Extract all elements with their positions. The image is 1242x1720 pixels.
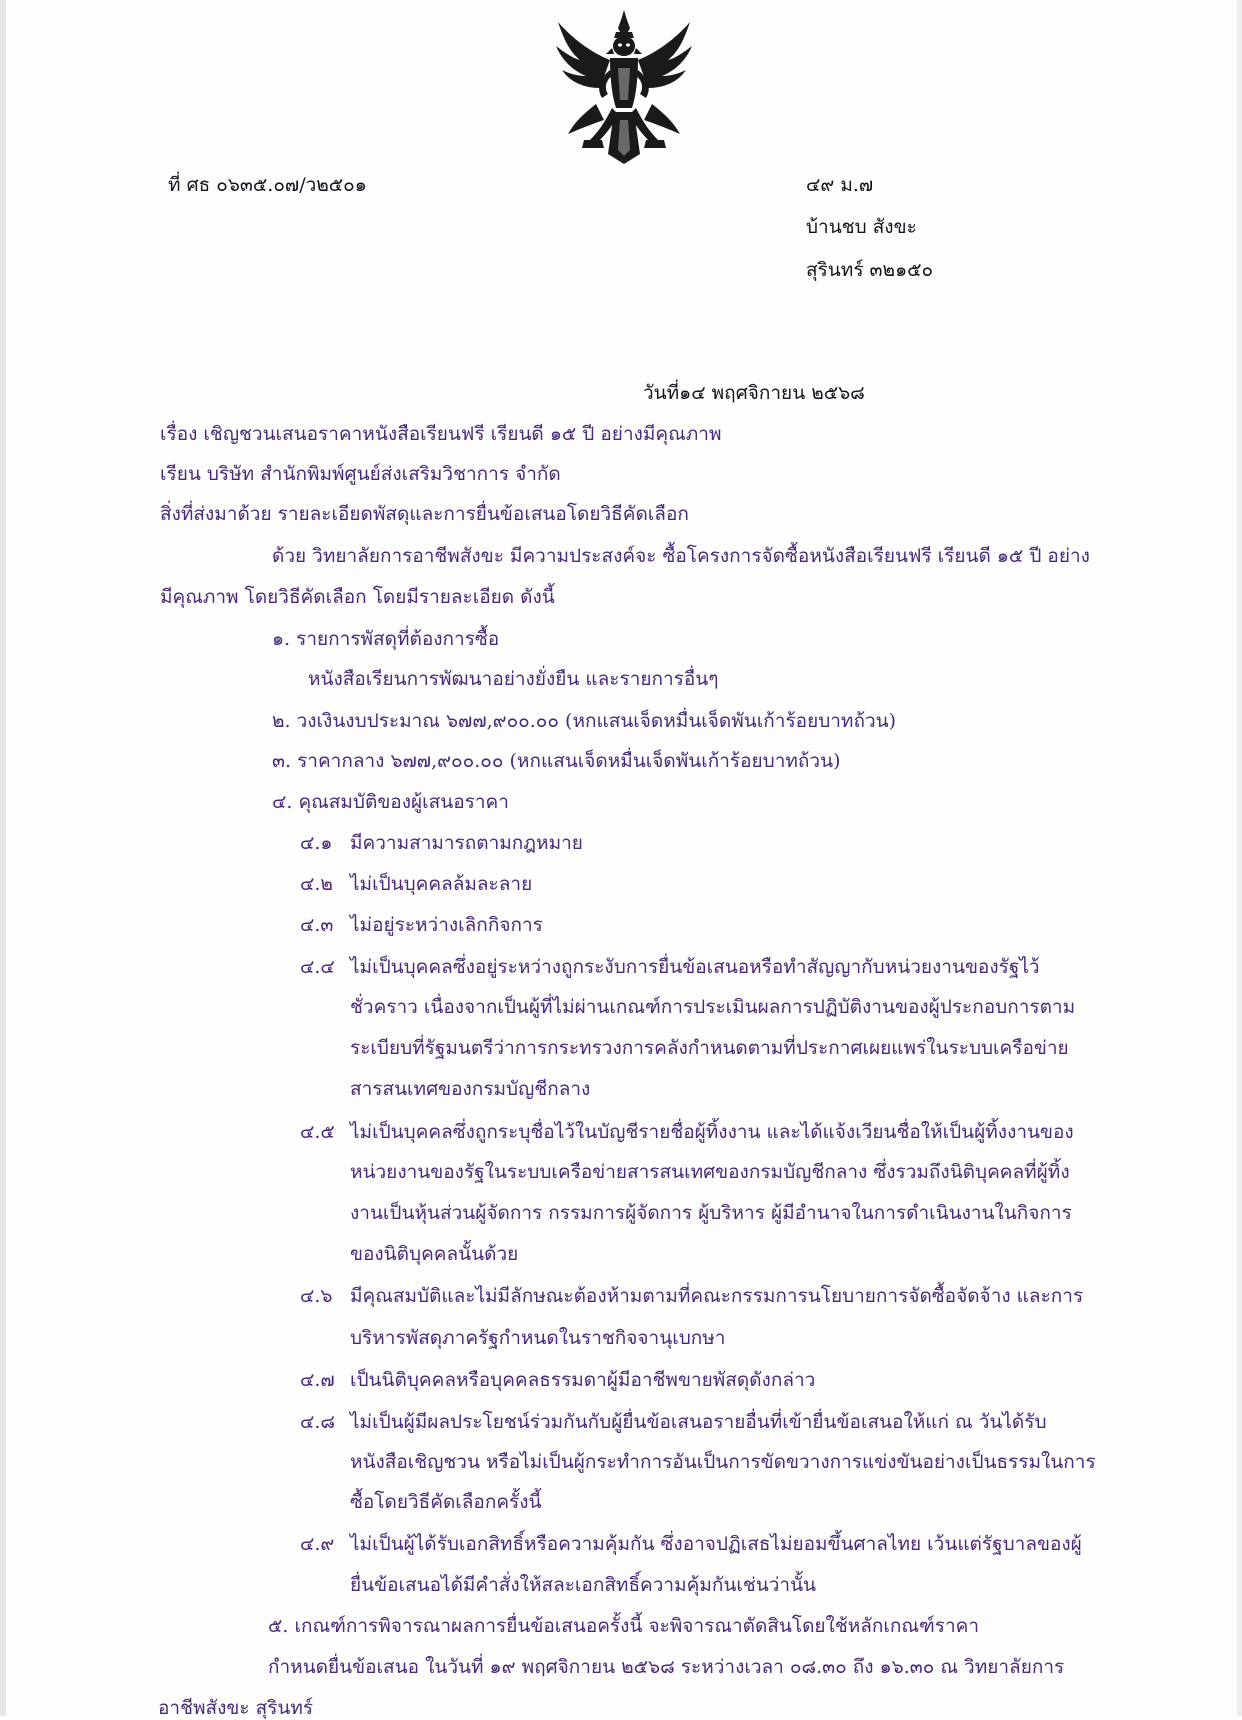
sender-address-line1: ๔๙ ม.๗ [806, 174, 874, 196]
item-1-heading: ๑. รายการพัสดุที่ต้องการซื้อ [272, 628, 500, 650]
scan-edge-right [1237, 0, 1242, 1716]
item-1-detail: หนังสือเรียนการพัฒนาอย่างยั่งยืน และรายการอื่นๆ [308, 668, 719, 690]
qualification-number: ๔.๗ [300, 1369, 335, 1391]
qualification-number: ๔.๔ [300, 956, 335, 978]
sender-address-line3: สุรินทร์ ๓๒๑๕๐ [806, 259, 934, 281]
qualification-text: ไม่เป็นบุคคลล้มละลาย [350, 873, 533, 895]
qualification-number: ๔.๙ [300, 1533, 335, 1555]
qualification-text: ไม่เป็นผู้ได้รับเอกสิทธิ์หรือความคุ้มกัน ซึ่งอาจปฏิเสธไม่ยอมขึ้นศาลไทย เว้นแต่รัฐบาลของผู้ [350, 1533, 1082, 1555]
qualification-4-1 [300, 831, 583, 855]
qualification-text-continued: ซื้อโดยวิธีคัดเลือกครั้งนี้ [350, 1491, 542, 1513]
qualification-4-2 [300, 872, 532, 896]
qualification-text: ไม่อยู่ระหว่างเลิกกิจการ [350, 914, 543, 936]
qualification-text: ไม่เป็นผู้มีผลประโยชน์ร่วมกันกับผู้ยื่นข้อเสนอรายอื่นที่เข้ายื่นข้อเสนอให้แก่ ณ วันได้รับ [350, 1411, 1047, 1433]
submission-deadline: กำหนดยื่นข้อเสนอ ในวันที่ ๑๙ พฤศจิกายน ๒๕๖๘ ระหว่างเวลา ๐๘.๓๐ ถึง ๑๖.๓๐ ณ วิทยาลัยการ [268, 1656, 1065, 1678]
scan-edge-left [0, 0, 6, 1716]
garuda-emblem-icon [550, 8, 698, 168]
qualification-4-8 [300, 1410, 1047, 1434]
qualification-text-continued: หน่วยงานของรัฐในระบบเครือข่ายสารสนเทศของกรมบัญชีกลาง ซึ่งรวมถึงนิติบุคคลที่ผู้ทิ้ง [350, 1161, 1070, 1183]
letter-enclosure: สิ่งที่ส่งมาด้วย รายละเอียดพัสดุและการยื่นข้อเสนอโดยวิธีคัดเลือก [160, 503, 689, 525]
qualification-text: ไม่เป็นบุคคลซึ่งถูกระบุชื่อไว้ในบัญชีรายชื่อผู้ทิ้งงาน และได้แจ้งเวียนชื่อให้เป็นผู้ทิ้งงานของ [350, 1121, 1074, 1143]
qualification-number: ๔.๕ [300, 1121, 335, 1143]
qualification-text-continued: ของนิติบุคคลนั้นด้วย [350, 1243, 519, 1265]
letter-recipient: เรียน บริษัท สำนักพิมพ์ศูนย์ส่งเสริมวิชาการ จำกัด [160, 463, 561, 485]
qualification-text: มีคุณสมบัติและไม่มีลักษณะต้องห้ามตามที่คณะกรรมการนโยบายการจัดซื้อจัดจ้าง และการ [350, 1285, 1084, 1307]
qualification-4-3 [300, 913, 543, 937]
submission-deadline-continued: อาชีพสังขะ สุรินทร์ [158, 1697, 314, 1719]
item-4-heading: ๔. คุณสมบัติของผู้เสนอราคา [272, 791, 509, 813]
qualification-4-9 [300, 1532, 1082, 1556]
item-5-criteria: ๕. เกณฑ์การพิจารณาผลการยื่นข้อเสนอครั้งนี้ จะพิจารณาตัดสินโดยใช้หลักเกณฑ์ราคา [268, 1615, 980, 1637]
qualification-text-continued: สารสนเทศของกรมบัญชีกลาง [350, 1078, 591, 1100]
qualification-text: เป็นนิติบุคคลหรือบุคคลธรรมดาผู้มีอาชีพขายพัสดุดังกล่าว [350, 1369, 816, 1391]
intro-paragraph-line: ด้วย วิทยาลัยการอาชีพสังขะ มีความประสงค์จะ ซื้อโครงการจัดซื้อหนังสือเรียนฟรี เรียนดี ๑๕ ปี อย่าง [272, 545, 1090, 567]
qualification-4-7 [300, 1368, 815, 1392]
qualification-4-5 [300, 1120, 1074, 1144]
intro-paragraph-line: มีคุณภาพ โดยวิธีคัดเลือก โดยมีรายละเอียด ดังนี้ [160, 586, 555, 608]
qualification-text-continued: หนังสือเชิญชวน หรือไม่เป็นผู้กระทำการอันเป็นการขัดขวางการแข่งขันอย่างเป็นธรรมในการ [350, 1451, 1096, 1473]
qualification-text-continued: ยื่นข้อเสนอได้มีคำสั่งให้สละเอกสิทธิ์ความคุ้มกันเช่นว่านั้น [350, 1574, 817, 1596]
sender-address-line2: บ้านชบ สังขะ [806, 216, 917, 238]
qualification-number: ๔.๑ [300, 832, 333, 854]
letter-subject: เรื่อง เชิญชวนเสนอราคาหนังสือเรียนฟรี เรียนดี ๑๕ ปี อย่างมีคุณภาพ [160, 423, 722, 445]
qualification-4-6 [300, 1284, 1083, 1308]
qualification-number: ๔.๒ [300, 873, 333, 895]
letter-date: วันที่๑๔ พฤศจิกายน ๒๕๖๘ [643, 382, 865, 404]
qualification-text-continued: ชั่วคราว เนื่องจากเป็นผู้ที่ไม่ผ่านเกณฑ์การประเมินผลการปฏิบัติงานของผู้ประกอบการตาม [350, 996, 1076, 1018]
item-3-median-price: ๓. ราคากลาง ๖๗๗,๙๐๐.๐๐ (หกแสนเจ็ดหมื่นเจ็ดพันเก้าร้อยบาทถ้วน) [272, 750, 841, 772]
qualification-text-continued: บริหารพัสดุภาครัฐกำหนดในราชกิจจานุเบกษา [350, 1327, 726, 1349]
qualification-number: ๔.๓ [300, 914, 334, 936]
qualification-text-continued: ระเบียบที่รัฐมนตรีว่าการกระทรวงการคลังกำหนดตามที่ประกาศเผยแพร่ในระบบเครือข่าย [350, 1037, 1069, 1059]
qualification-text-continued: งานเป็นหุ้นส่วนผู้จัดการ กรรมการผู้จัดการ ผู้บริหาร ผู้มีอำนาจในการดำเนินงานในกิจการ [350, 1202, 1072, 1224]
document-number: ที่ ศธ ๐๖๓๕.๐๗/ว๒๕๐๑ [168, 174, 367, 196]
qualification-4-4 [300, 955, 1040, 979]
qualification-number: ๔.๖ [300, 1285, 333, 1307]
qualification-number: ๔.๘ [300, 1411, 336, 1433]
qualification-text: มีความสามารถตามกฎหมาย [350, 832, 583, 854]
qualification-text: ไม่เป็นบุคคลซึ่งอยู่ระหว่างถูกระงับการยื่นข้อเสนอหรือทำสัญญากับหน่วยงานของรัฐไว้ [350, 956, 1040, 978]
item-2-budget: ๒. วงเงินงบประมาณ ๖๗๗,๙๐๐.๐๐ (หกแสนเจ็ดหมื่นเจ็ดพันเก้าร้อยบาทถ้วน) [272, 710, 897, 732]
